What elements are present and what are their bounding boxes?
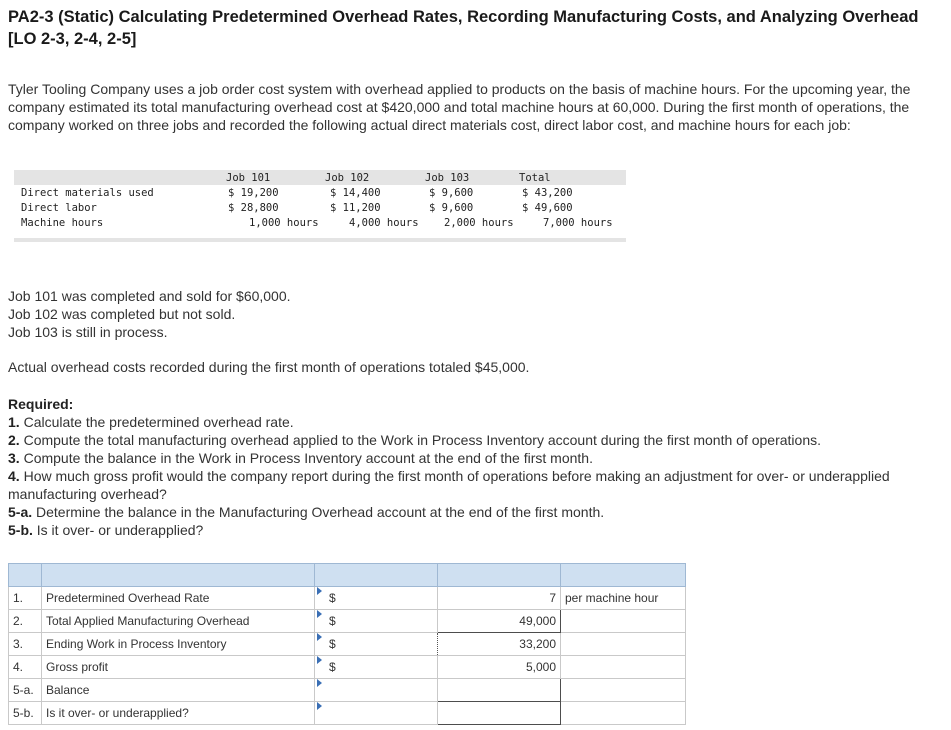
job-status-103: Job 103 is still in process. [8,324,168,340]
gross-profit-input[interactable]: 5,000 [438,656,561,679]
over-under-select[interactable] [438,702,561,725]
row-label-materials: Direct materials used [21,187,154,199]
row-label-machine-hours: Machine hours [21,217,104,229]
unit-label [561,633,686,656]
answer-row-1 [9,587,686,610]
answer-num: 4. [9,656,42,679]
answer-num: 3. [9,633,42,656]
cell-hours-total: 7,000 hours [543,217,613,229]
answer-row-4 [9,656,686,679]
answer-row-3 [9,633,686,656]
unit-label: per machine hour [561,587,686,610]
flag-icon [317,702,322,710]
rate-input[interactable]: 7 [438,587,561,610]
cell-labor-total: $ 49,600 [522,202,573,214]
page-title: PA2-3 (Static) Calculating Predetermined Overhead Rates, Recording Manufacturing Costs, and Analyzing Overhead [LO 2-3, 2-4, 2-5] [8,8,919,48]
cell-materials-102: $ 14,400 [330,187,381,199]
answer-table-header [9,564,686,587]
answer-label: Is it over- or underapplied? [42,702,315,725]
cell-materials-total: $ 43,200 [522,187,573,199]
flag-icon [317,587,322,595]
cell-labor-103: $ 9,600 [429,202,474,214]
required-item-4: 4. How much gross profit would the company report during the first month of operations before making an adjustment for over- or underapplied manufacturing overhead? [8,468,890,502]
col-header-job103: Job 103 [425,172,470,184]
required-item-5a: 5-a. Determine the balance in the Manufacturing Overhead account at the end of the first month. [8,504,605,520]
balance-input[interactable] [438,679,561,702]
cell-labor-102: $ 11,200 [330,202,381,214]
answer-label: Gross profit [42,656,315,679]
answer-label: Predetermined Overhead Rate [42,587,315,610]
cell-hours-101: 1,000 hours [249,217,319,229]
answer-num: 2. [9,610,42,633]
answer-num: 1. [9,587,42,610]
answer-table [8,563,686,725]
answer-label: Balance [42,679,315,702]
currency-cell: $ [315,633,438,656]
cell-labor-101: $ 28,800 [228,202,279,214]
currency-cell: $ [315,656,438,679]
required-item-5b: 5-b. Is it over- or underapplied? [8,522,204,538]
unit-label [561,702,686,725]
intro-paragraph: Tyler Tooling Company uses a job order cost system with overhead applied to products on the basis of machine hours. For the upcoming year, the company estimated its total manufacturing overhead cost at $420,000 and total machine hours at 60,000. During the first month of operations, the company worked on three jobs and recorded the following actual direct materials cost, direct labor cost, and machine hours for each job: [8,81,911,133]
applied-overhead-input[interactable]: 49,000 [438,610,561,633]
unit-label [561,656,686,679]
answer-row-2 [9,610,686,633]
cell-hours-102: 4,000 hours [349,217,419,229]
col-header-job101: Job 101 [226,172,271,184]
currency-cell [315,679,438,702]
answer-row-5a [9,679,686,702]
cost-table-bottom-bar [14,238,626,242]
required-item-3: 3. Compute the balance in the Work in Process Inventory account at the end of the first month. [8,450,593,466]
currency-cell: $ [315,587,438,610]
unit-label [561,679,686,702]
col-header-job102: Job 102 [325,172,370,184]
required-section [8,395,943,539]
currency-cell: $ [315,610,438,633]
ending-wip-input[interactable]: 33,200 [438,633,561,656]
cost-table [14,170,626,244]
answer-label: Ending Work in Process Inventory [42,633,315,656]
job-status-101: Job 101 was completed and sold for $60,000. [8,288,291,304]
flag-icon [317,610,322,618]
cell-materials-101: $ 19,200 [228,187,279,199]
row-label-labor: Direct labor [21,202,97,214]
flag-icon [317,633,322,641]
answer-num: 5-b. [9,702,42,725]
flag-icon [317,656,322,664]
col-header-total: Total [519,172,551,184]
job-status-102: Job 102 was completed but not sold. [8,306,236,322]
cell-materials-103: $ 9,600 [429,187,474,199]
answer-row-5b [9,702,686,725]
currency-cell [315,702,438,725]
flag-icon [317,679,322,687]
cell-hours-103: 2,000 hours [444,217,514,229]
actual-overhead-text: Actual overhead costs recorded during the first month of operations totaled $45,000. [8,359,530,375]
answer-num: 5-a. [9,679,42,702]
unit-label [561,610,686,633]
required-heading: Required: [8,396,74,412]
required-item-2: 2. Compute the total manufacturing overhead applied to the Work in Process Inventory account during the first month of operations. [8,432,821,448]
required-item-1: 1. Calculate the predetermined overhead rate. [8,414,294,430]
answer-label: Total Applied Manufacturing Overhead [42,610,315,633]
